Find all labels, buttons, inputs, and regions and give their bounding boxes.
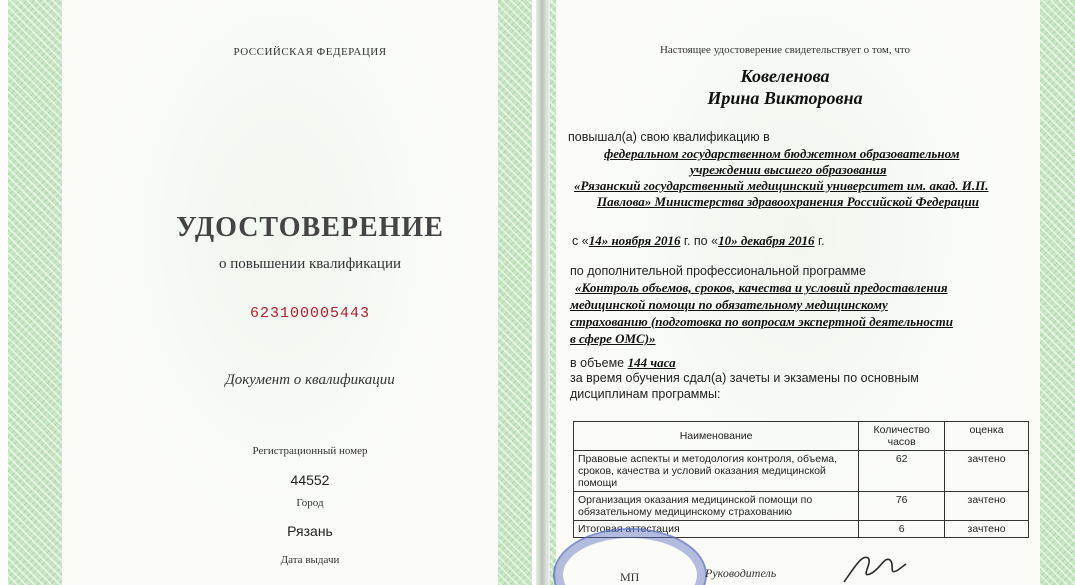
country-label: РОССИЙСКАЯ ФЕДЕРАЦИЯ	[233, 46, 387, 58]
period-to-suffix: г.	[814, 234, 825, 248]
program-line-4: в сфере ОМС)»	[570, 331, 656, 346]
exams-line-1: за время обучения сдал(а) зачеты и экзамены по основным	[570, 371, 919, 385]
period-from-month-year: » ноября 2016	[601, 233, 681, 248]
holder-given-names: Ирина Викторовна	[707, 88, 863, 108]
period-from-day: 14	[588, 233, 602, 248]
period-to-prefix: г. по «	[680, 234, 719, 248]
row-grade: зачтено	[945, 521, 1029, 538]
period-from-prefix: с «	[572, 234, 589, 248]
document-type: Документ о квалификации	[225, 372, 395, 388]
institution-line-4: Павлова» Министерства здравоохранения Российской Федерации	[597, 194, 979, 209]
issue-date-label: Дата выдачи	[280, 554, 340, 566]
disciplines-table	[573, 421, 1029, 538]
mp-label: МП	[620, 570, 640, 584]
row-discipline-name: Организация оказания медицинской помощи по обязательному медицинскому страхованию	[574, 492, 859, 521]
city-label: Город	[296, 497, 324, 509]
institution-line-1: федеральном государственном бюджетном образовательном	[604, 146, 960, 161]
signature-icon	[840, 548, 910, 585]
registration-number: 44552	[290, 472, 330, 488]
study-period	[572, 233, 825, 249]
row-discipline-name: Итоговая аттестация	[574, 521, 859, 538]
institution-line-3: «Рязанский государственный медицинский университет им. акад. И.П.	[574, 178, 989, 193]
program-line-1: «Контроль объемов, сроков, качества и условий предоставления	[575, 280, 948, 295]
row-discipline-name: Правовые аспекты и методология контроля, объема, сроков, качества и условий оказания медицинской помощи	[574, 451, 859, 492]
row-hours: 76	[859, 492, 945, 521]
certificate-subtitle: о повышении квалификации	[219, 256, 401, 272]
table-row	[574, 451, 1029, 492]
program-line-3: страхованию (подготовка по вопросам экспертной деятельности	[570, 314, 953, 329]
exams-line-2: дисциплинам программы:	[570, 387, 721, 401]
table-row	[574, 492, 1029, 521]
period-to-month-year: » декабря 2016	[731, 233, 815, 248]
period-to-day: 10	[718, 233, 732, 248]
program-intro: по дополнительной профессиональной программе	[570, 264, 866, 278]
page-gutter	[536, 0, 550, 585]
volume-prefix: в объеме	[570, 356, 628, 370]
city-value: Рязань	[287, 523, 333, 539]
volume-value: 144 часа	[627, 355, 676, 370]
row-grade: зачтено	[945, 451, 1029, 492]
header-grade: оценка	[945, 422, 1029, 451]
row-grade: зачтено	[945, 492, 1029, 521]
institution-line-2: учреждении высшего образования	[690, 162, 887, 177]
upgraded-text: повышал(а) свою квалификацию в	[568, 130, 770, 144]
row-hours: 62	[859, 451, 945, 492]
certificate-title: УДОСТОВЕРЕНИЕ	[176, 212, 444, 243]
table-header-row	[574, 422, 1029, 451]
head-label: Руководитель	[705, 566, 777, 580]
row-hours: 6	[859, 521, 945, 538]
holder-surname: Ковеленова	[740, 66, 830, 86]
serial-number: 623100005443	[249, 305, 371, 322]
certificate-intro: Настоящее удостоверение свидетельствует о том, что	[659, 44, 911, 56]
header-name: Наименование	[574, 422, 859, 451]
header-hours: Количество часов	[859, 422, 945, 451]
program-volume	[570, 355, 676, 371]
registration-label: Регистрационный номер	[252, 445, 368, 457]
program-line-2: медицинской помощи по обязательному медицинскому	[570, 297, 888, 312]
